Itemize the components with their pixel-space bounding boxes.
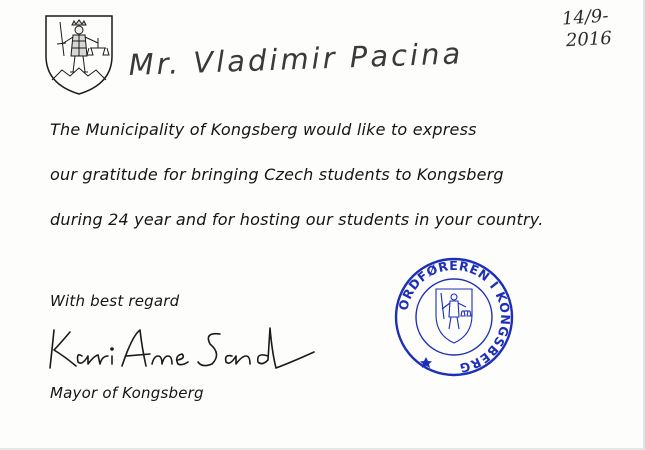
date-year: 2016: [565, 27, 613, 52]
closing-text: With best regard: [50, 292, 180, 310]
date-day-month: 14/9-: [561, 5, 610, 30]
handwritten-date: [558, 5, 628, 58]
body-line-2: our gratitude for bringing Czech students to Kongsberg: [50, 165, 504, 184]
coat-of-arms-icon: [38, 10, 120, 98]
body-line-1: The Municipality of Kongsberg would like to express: [50, 120, 477, 139]
body-line-3: during 24 year and for hosting our students in your country.: [50, 210, 544, 229]
stamp-text: ORDFØREREN I KONGSBERG: [395, 257, 514, 376]
recipient-name: Mr. Vladimir Pacina: [128, 36, 464, 82]
official-stamp: [392, 255, 516, 379]
handwritten-signature: [42, 322, 320, 376]
signatory-title: Mayor of Kongsberg: [50, 384, 204, 402]
